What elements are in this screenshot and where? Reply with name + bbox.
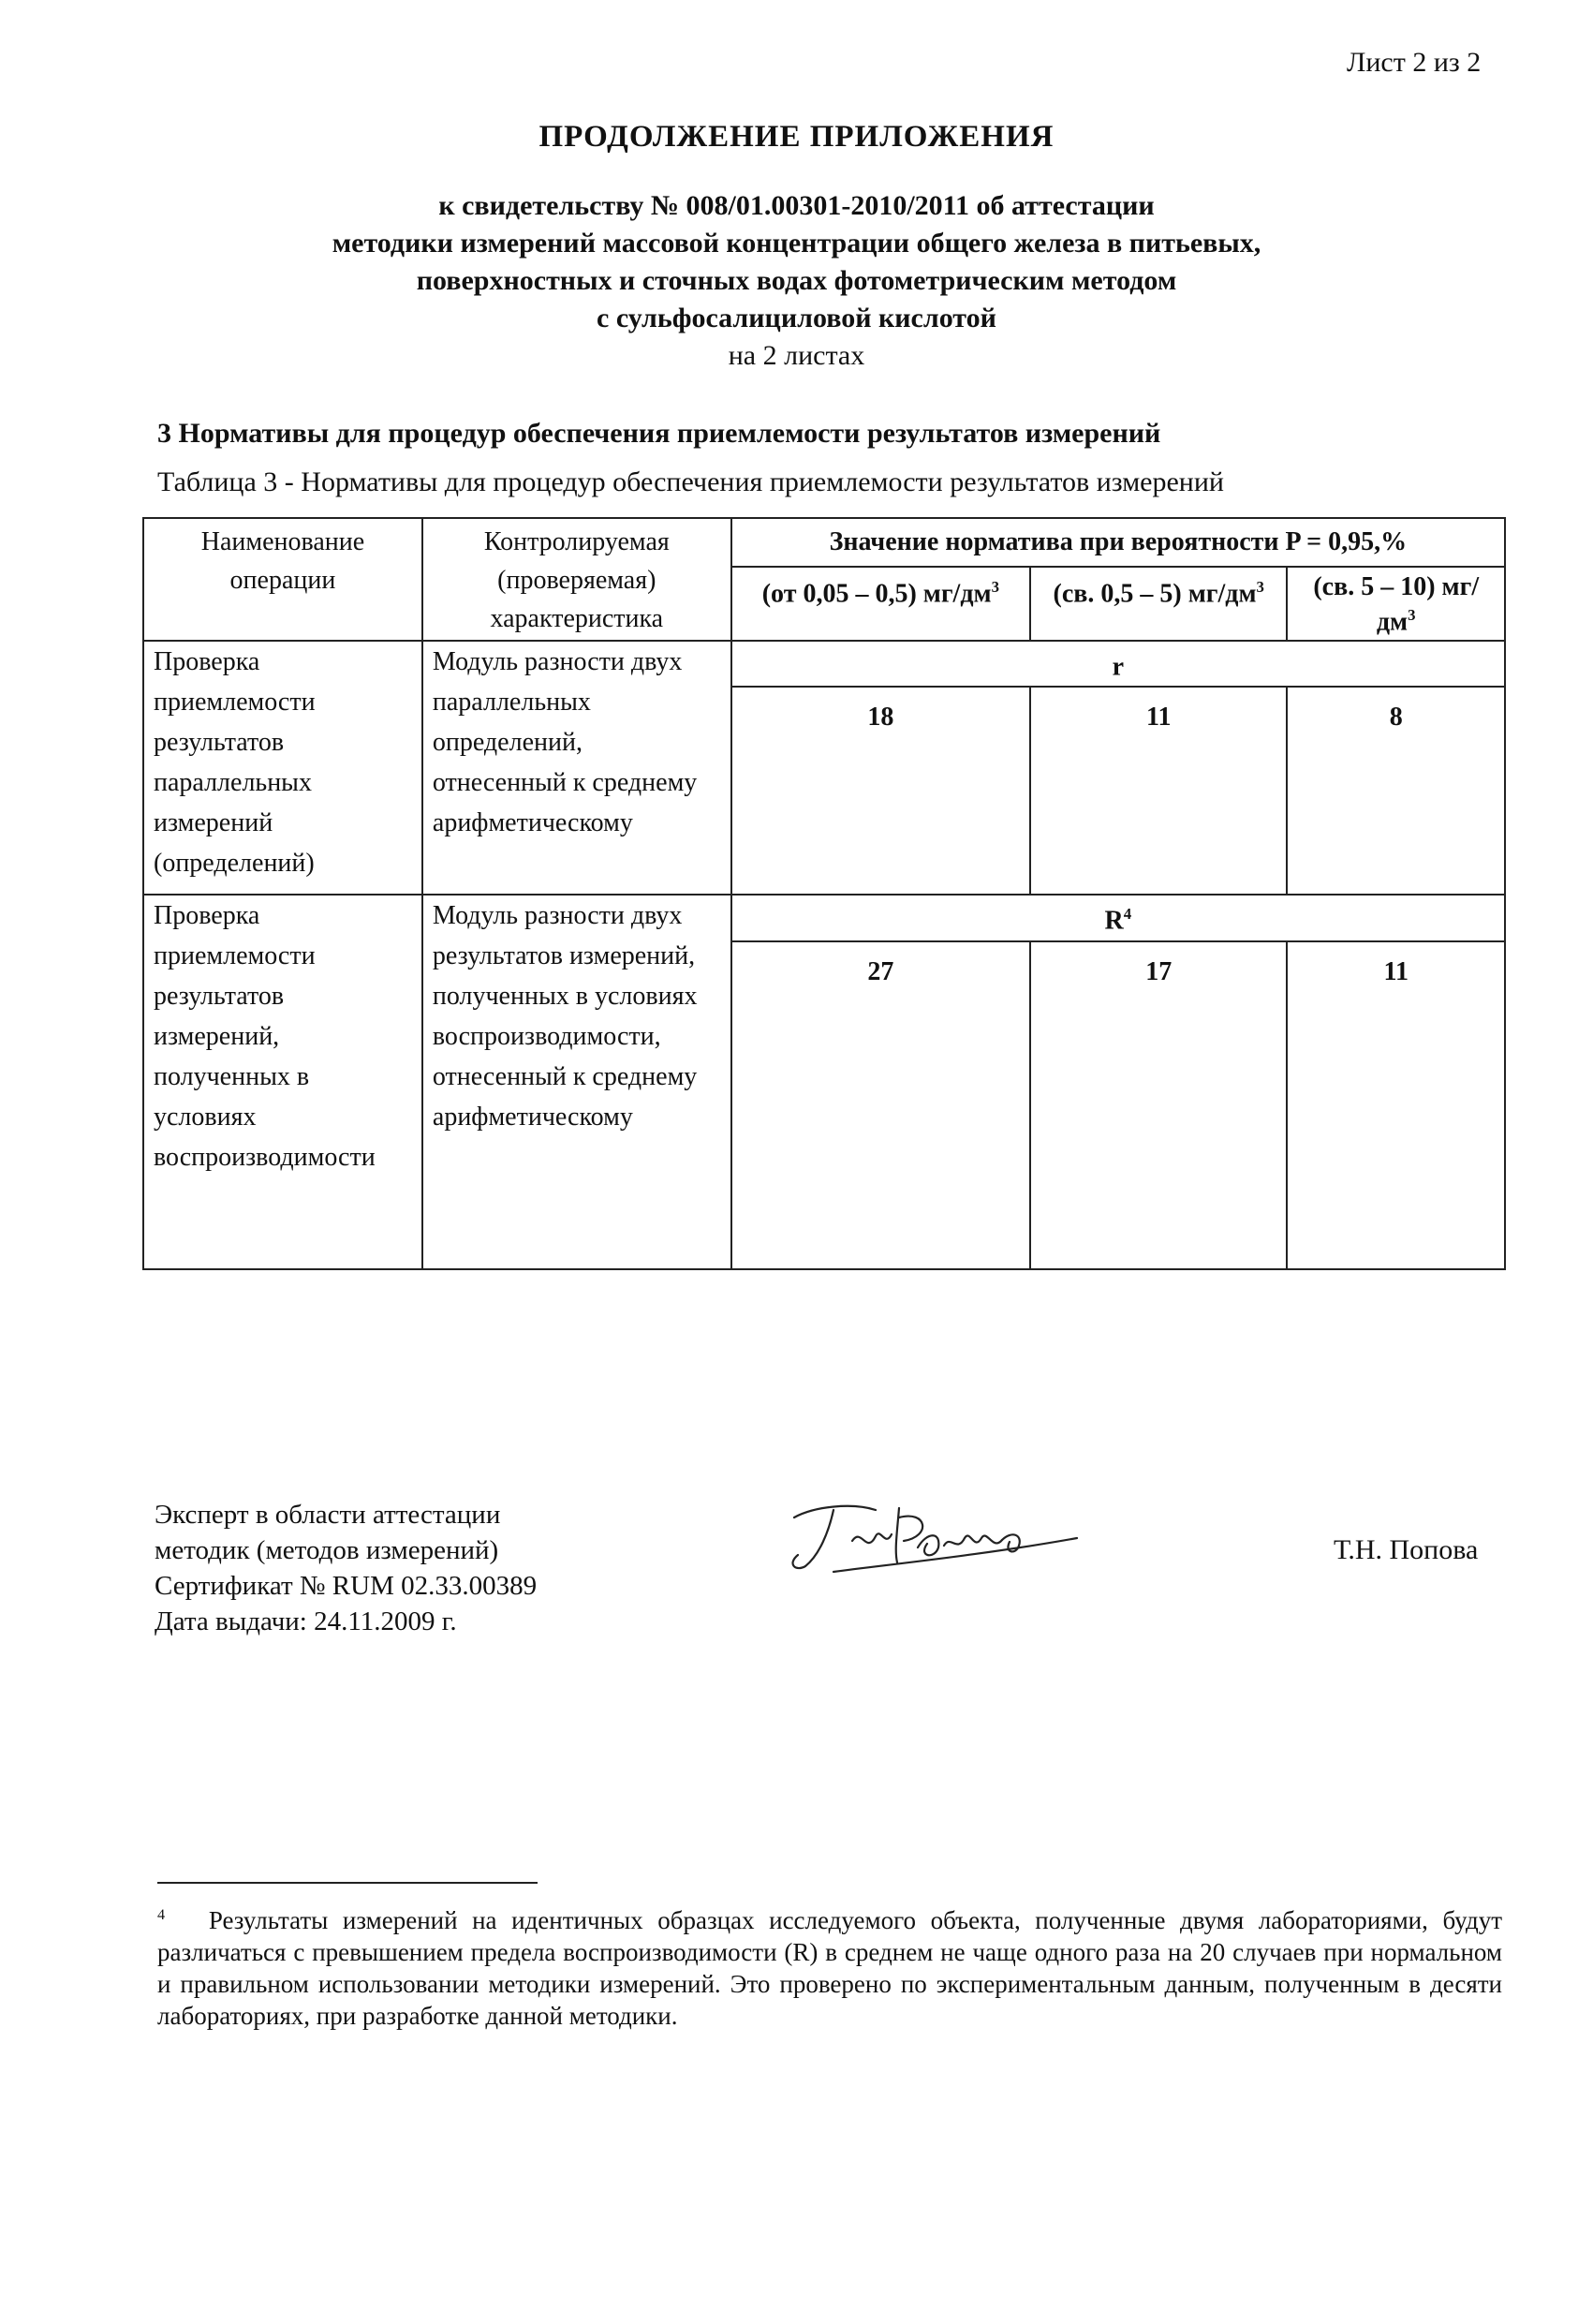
norms-table xyxy=(142,517,1506,1270)
subtitle-line-4: с сульфосалициловой кислотой xyxy=(597,303,996,333)
subtitle-line-3: поверхностных и сточных водах фотометрическим методом xyxy=(416,265,1177,296)
value-cell: 8 xyxy=(1287,687,1505,895)
characteristic-cell: Модуль разности двух параллельных определений, отнесенный к среднему арифметическому xyxy=(422,641,731,895)
subtitle-line-1: к свидетельству № 008/01.00301-2010/2011 об аттестации xyxy=(438,190,1155,221)
subtitle-line-2: методики измерений массовой концентрации общего железа в питьевых, xyxy=(332,228,1261,259)
norm-symbol-cell: r xyxy=(731,641,1505,687)
value-cell: 11 xyxy=(1030,687,1287,895)
footnote xyxy=(157,1899,1502,2032)
expert-line: Эксперт в области аттестации xyxy=(155,1500,501,1530)
range-header: (св. 5 – 10) $мг/дм^3$ xyxy=(1287,567,1505,641)
value-cell: 18 xyxy=(731,687,1030,895)
footnote-text: Результаты измерений на идентичных образцах исследуемого объекта, полученные двумя лабораториями, будут различаться с превышением предела воспроизводимости (R) в среднем не чаще одного раза на 20 случаев при нормальном и правильном использовании методики измерений. Это проверено по экспериментальным данным, полученным в десяти лабораториях, при разработке данной методики. xyxy=(157,1906,1503,2030)
expert-line: методик (методов измерений) xyxy=(155,1535,499,1565)
signature-image xyxy=(777,1489,1086,1583)
expert-line: Дата выдачи: 24.11.2009 г. xyxy=(155,1606,457,1636)
section-heading: 3 Нормативы для процедур обеспечения приемлемости результатов измерений xyxy=(157,418,1161,449)
table-row xyxy=(143,895,1505,940)
footnote-marker: 4 xyxy=(157,1906,166,1923)
header-norm-value: Значение норматива при вероятности P = 0,95,% xyxy=(731,518,1505,567)
expert-name: Т.Н. Попова xyxy=(1334,1534,1479,1565)
norm-symbol-cell: $R^4$ xyxy=(731,895,1505,940)
range-header: (св. 0,5 – 5) $мг/дм^3$ xyxy=(1030,567,1287,641)
value-cell: 27 xyxy=(731,941,1030,1269)
characteristic-cell: Модуль разности двух результатов измерений, полученных в условиях воспроизводимости, отнесенный к среднему арифметическому xyxy=(422,895,731,1268)
table-row xyxy=(143,641,1505,687)
page-title: ПРОДОЛЖЕНИЕ ПРИЛОЖЕНИЯ xyxy=(538,120,1055,154)
header-operation: Наименование операции xyxy=(143,518,422,641)
footnote-divider xyxy=(157,1882,538,1884)
operation-cell: Проверка приемлемости результатов измерений, полученных в условиях воспроизводимости xyxy=(143,895,422,1268)
table-caption: Таблица 3 - Нормативы для процедур обеспечения приемлемости результатов измерений xyxy=(157,466,1224,497)
expert-line: Сертификат № RUM 02.33.00389 xyxy=(155,1571,538,1601)
value-cell: 11 xyxy=(1287,941,1505,1269)
range-header: (от 0,05 – 0,5) $мг/дм^3$ xyxy=(731,567,1030,641)
header-characteristic: Контролируемая (проверяемая) характеристика xyxy=(422,518,731,641)
sheet-number: Лист 2 из 2 xyxy=(1347,47,1482,78)
operation-cell: Проверка приемлемости результатов параллельных измерений (определений) xyxy=(143,641,422,895)
table-header-row xyxy=(143,518,1505,567)
expert-credentials xyxy=(155,1497,537,1639)
subtitle-line-5: на 2 листах xyxy=(728,340,865,371)
value-cell: 17 xyxy=(1030,941,1287,1269)
